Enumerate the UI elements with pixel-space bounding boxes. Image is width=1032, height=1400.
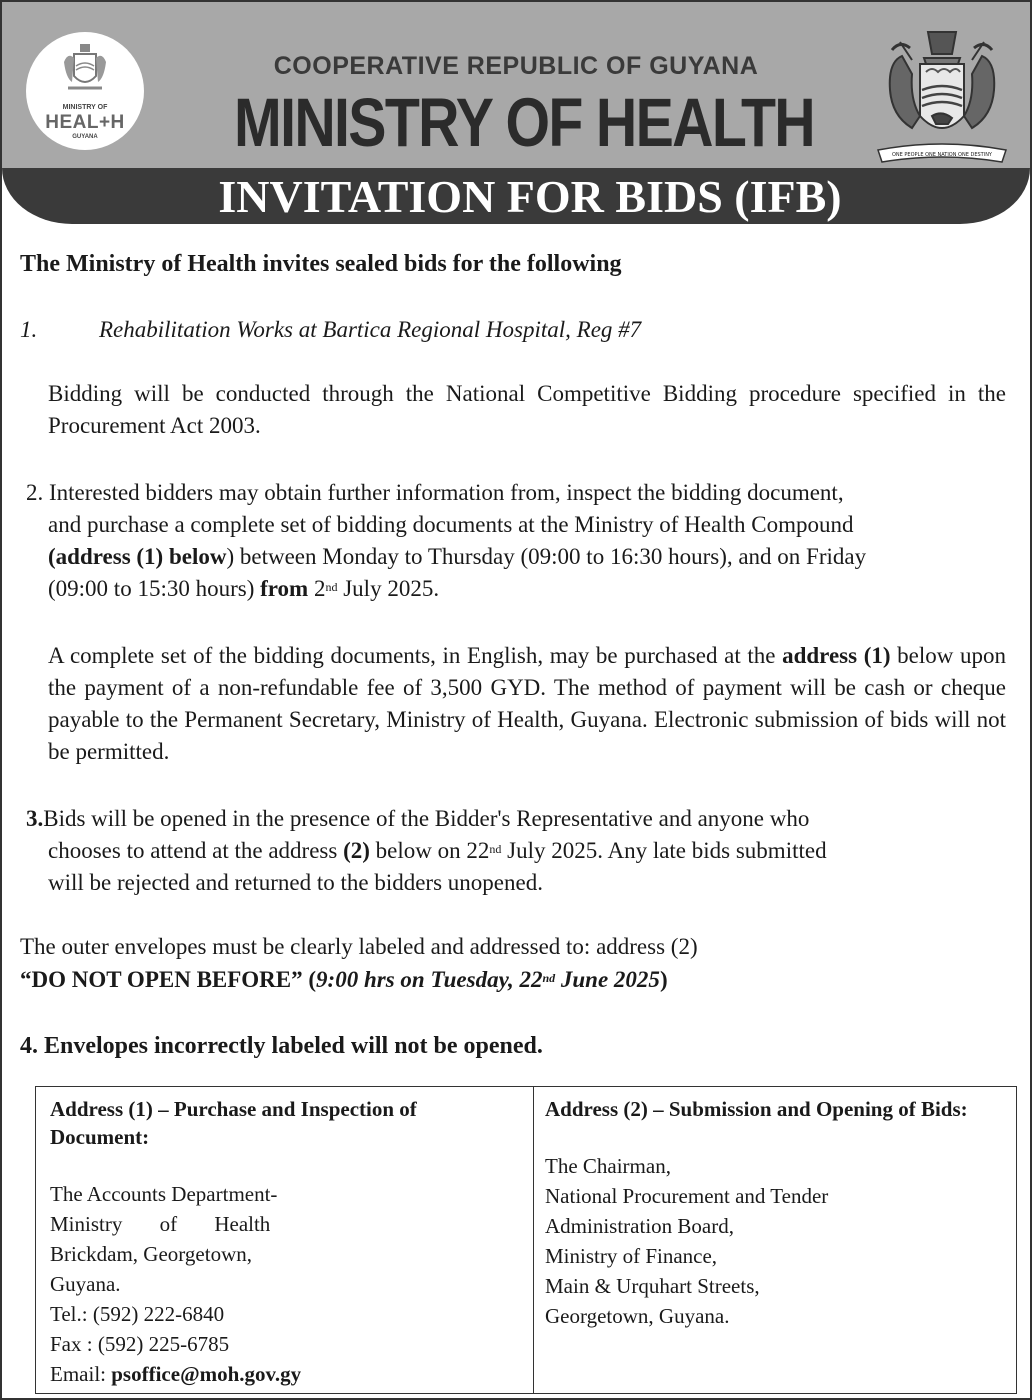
ifb-banner-title: INVITATION FOR BIDS (IFB) <box>218 171 842 222</box>
address-2-line: The Chairman, <box>545 1154 671 1178</box>
email-link[interactable]: psoffice@moh.gov.gy <box>111 1362 302 1386</box>
opening-paragraph <box>26 803 1004 899</box>
p3-rest: below upon the payment of a non-refundable fee of 3,500 GYD. The method of payment will be cash or cheque payable to the Permanent Secretary, Ministry of Health, Guyana. Electronic submission of bids will not be permitted. <box>48 643 1007 764</box>
bidding-procedure-paragraph: Bidding will be conducted through the National Competitive Bidding procedure specified in the Procurement Act 2003. <box>48 381 1006 438</box>
p2-line-4 <box>26 573 1004 605</box>
address-2-lines <box>545 1151 1002 1331</box>
logo-line-3: GUYANA <box>72 134 98 140</box>
do-not-open-date: June 2025 <box>560 967 660 992</box>
p4-line-3: will be rejected and returned to the bidders unopened. <box>48 870 543 895</box>
address-2-cell <box>533 1087 1016 1393</box>
further-information-paragraph <box>26 477 1004 605</box>
start-day-suffix: nd <box>325 580 338 594</box>
email-label: Email: <box>50 1362 106 1386</box>
friday-hours: (09:00 to 15:30 hours) <box>48 576 255 601</box>
incorrect-label-warning: 4. Envelopes incorrectly labeled will not be opened. <box>20 1033 543 1059</box>
p2-line-1: 2. Interested bidders may obtain further information from, inspect the bidding document, <box>26 480 844 505</box>
opening-date: below on 22 <box>375 838 490 863</box>
p2-line-3 <box>26 541 1004 573</box>
do-not-open-close: ) <box>659 967 668 992</box>
address-1-bold: address (1) <box>782 643 891 668</box>
address-1-lines <box>50 1179 519 1389</box>
ministry-title: MINISTRY OF HEALTH <box>234 84 814 161</box>
address-2-line: Georgetown, Guyana. <box>545 1304 730 1328</box>
address-1-ref: (address (1) below <box>48 544 227 569</box>
address-1-line: Ministry of Health <box>50 1212 271 1236</box>
address-1-fax: Fax : (592) 225-6785 <box>50 1332 230 1356</box>
address-1-heading: Address (1) – Purchase and Inspection of Document: <box>50 1097 417 1149</box>
item-description: Rehabilitation Works at Bartica Regional Hospital, Reg #7 <box>99 317 642 342</box>
address-2-line: Administration Board, <box>545 1214 734 1238</box>
item-number: 1. <box>20 317 38 342</box>
p4-line-2-start: chooses to attend at the address <box>48 838 338 863</box>
intro-text: The Ministry of Health invites sealed bids for the following <box>20 251 622 277</box>
p3-start: A complete set of the bidding documents, in English, may be purchased at the <box>48 643 776 668</box>
motto-text: ONE PEOPLE ONE NATION ONE DESTINY <box>891 152 993 158</box>
do-not-open-label: “DO NOT OPEN BEFORE” ( <box>20 967 317 992</box>
address-1-phone: Tel.: (592) 222-6840 <box>50 1302 225 1326</box>
p2-line-2: and purchase a complete set of bidding documents at the Ministry of Health Compound <box>48 512 854 537</box>
address-table <box>35 1086 1017 1394</box>
p4-line-1 <box>26 803 1004 835</box>
address-2-ref: (2) <box>343 838 370 863</box>
p4-number: 3. <box>26 806 44 831</box>
address-1-cell <box>36 1087 533 1393</box>
address-1-line: Guyana. <box>50 1272 121 1296</box>
do-not-open-suffix: nd <box>542 971 556 985</box>
address-2-line: National Procurement and Tender <box>545 1184 829 1208</box>
p2-line-3-rest: ) between Monday to Thursday (09:00 to 16:30 hours), and on Friday <box>226 544 867 569</box>
start-day: 2 <box>313 576 326 601</box>
purchase-paragraph <box>48 640 1006 768</box>
logo-line-1: MINISTRY OF <box>62 104 108 111</box>
country-title: COOPERATIVE REPUBLIC OF GUYANA <box>273 52 759 80</box>
address-2-line: Main & Urquhart Streets, <box>545 1274 760 1298</box>
logo-line-2: HEAL+H <box>45 112 125 133</box>
from-word: from <box>260 576 309 601</box>
envelope-label-instruction: The outer envelopes must be clearly labeled and addressed to: address (2) <box>20 934 698 959</box>
p4-line-2 <box>26 835 1004 867</box>
address-2-line: Ministry of Finance, <box>545 1244 718 1268</box>
start-month: July 2025. <box>343 576 440 601</box>
address-1-email-row <box>50 1359 519 1389</box>
p4-line-2-end: July 2025. Any late bids submitted <box>507 838 827 863</box>
do-not-open-notice <box>20 964 668 996</box>
do-not-open-time: 9:00 hrs on Tuesday, 22 <box>316 967 543 992</box>
opening-date-suffix: nd <box>489 842 502 856</box>
address-1-line: The Accounts Department- <box>50 1182 278 1206</box>
address-1-line: Brickdam, Georgetown, <box>50 1242 252 1266</box>
p4-line-1-text: Bids will be opened in the presence of the Bidder's Representative and anyone who <box>43 806 810 831</box>
address-2-heading: Address (2) – Submission and Opening of Bids: <box>545 1097 968 1121</box>
